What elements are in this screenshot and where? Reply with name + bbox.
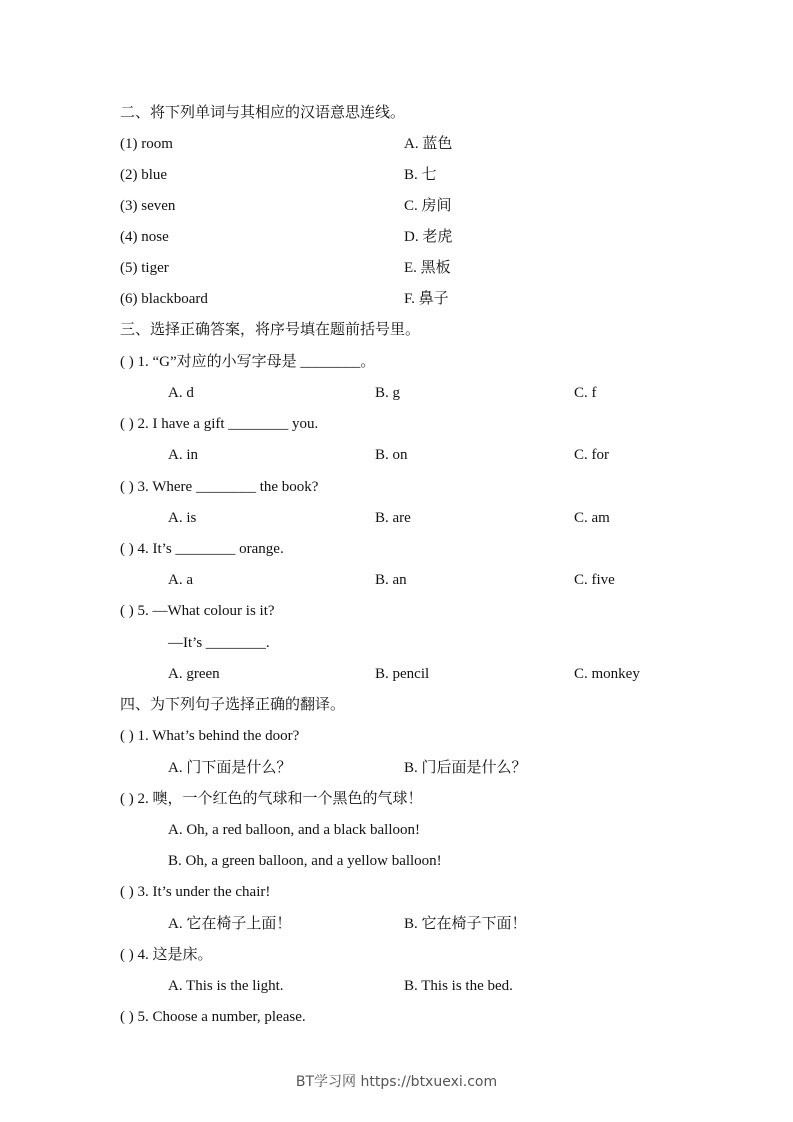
s4-q3-option-b: B. 它在椅子下面！ bbox=[404, 916, 527, 932]
s4-q4-option-a: A. This is the light. bbox=[168, 978, 284, 994]
s4-q3-option-a: A. 它在椅子上面！ bbox=[168, 916, 292, 932]
s3-question-4: ( ) 4. It’s ________ orange. bbox=[120, 541, 284, 557]
meaning-e: E. 黑板 bbox=[404, 260, 451, 276]
s3-q4-option-b: B. an bbox=[375, 572, 407, 588]
s3-q5-option-a: A. green bbox=[168, 666, 220, 682]
s3-q4-option-c: C. five bbox=[574, 572, 615, 588]
s3-q2-option-b: B. on bbox=[375, 447, 408, 463]
s3-q1-option-c: C. f bbox=[574, 385, 597, 401]
s4-question-4: ( ) 4. 这是床。 bbox=[120, 947, 213, 963]
s3-question-1: ( ) 1. “G”对应的小写字母是 ________。 bbox=[120, 354, 376, 370]
s3-q1-option-b: B. g bbox=[375, 385, 401, 401]
word-4: (4) nose bbox=[120, 229, 169, 245]
s4-question-3: ( ) 3. It’s under the chair! bbox=[120, 884, 271, 900]
s4-question-5: ( ) 5. Choose a number, please. bbox=[120, 1009, 306, 1025]
word-3: (3) seven bbox=[120, 198, 176, 214]
s3-q2-option-a: A. in bbox=[168, 447, 198, 463]
s3-question-2: ( ) 2. I have a gift ________ you. bbox=[120, 416, 319, 432]
s3-question-5-reply: —It’s ________. bbox=[168, 635, 270, 651]
s3-q1-option-a: A. d bbox=[168, 385, 194, 401]
word-1: (1) room bbox=[120, 136, 173, 152]
s4-question-1: ( ) 1. What’s behind the door? bbox=[120, 728, 300, 744]
s3-q3-option-a: A. is bbox=[168, 510, 197, 526]
s3-question-3: ( ) 3. Where ________ the book? bbox=[120, 479, 319, 495]
section-3-title: 三、选择正确答案，将序号填在题前括号里。 bbox=[120, 322, 421, 338]
s3-q5-option-b: B. pencil bbox=[375, 666, 430, 682]
word-6: (6) blackboard bbox=[120, 291, 208, 307]
s3-question-5: ( ) 5. —What colour is it? bbox=[120, 603, 275, 619]
word-5: (5) tiger bbox=[120, 260, 169, 276]
meaning-b: B. 七 bbox=[404, 167, 437, 183]
s3-q2-option-c: C. for bbox=[574, 447, 609, 463]
s4-q2-option-a: A. Oh, a red balloon, and a black balloon! bbox=[168, 822, 421, 838]
s4-q1-option-b: B. 门后面是什么？ bbox=[404, 760, 527, 776]
section-2-title: 二、将下列单词与其相应的汉语意思连线。 bbox=[120, 105, 406, 121]
footer-watermark: BT学习网 https://btxuexi.com bbox=[295, 1074, 498, 1090]
s3-q3-option-b: B. are bbox=[375, 510, 411, 526]
meaning-a: A. 蓝色 bbox=[404, 136, 453, 152]
section-4-title: 四、为下列句子选择正确的翻译。 bbox=[120, 697, 346, 713]
s3-q3-option-c: C. am bbox=[574, 510, 610, 526]
meaning-c: C. 房间 bbox=[404, 198, 452, 214]
s4-question-2: ( ) 2. 噢，一个红色的气球和一个黑色的气球！ bbox=[120, 791, 423, 807]
s3-q4-option-a: A. a bbox=[168, 572, 193, 588]
word-2: (2) blue bbox=[120, 167, 168, 183]
s4-q1-option-a: A. 门下面是什么？ bbox=[168, 760, 292, 776]
meaning-f: F. 鼻子 bbox=[404, 291, 449, 307]
s4-q4-option-b: B. This is the bed. bbox=[404, 978, 513, 994]
s3-q5-option-c: C. monkey bbox=[574, 666, 640, 682]
s4-q2-option-b: B. Oh, a green balloon, and a yellow balloon! bbox=[168, 853, 442, 869]
meaning-d: D. 老虎 bbox=[404, 229, 453, 245]
